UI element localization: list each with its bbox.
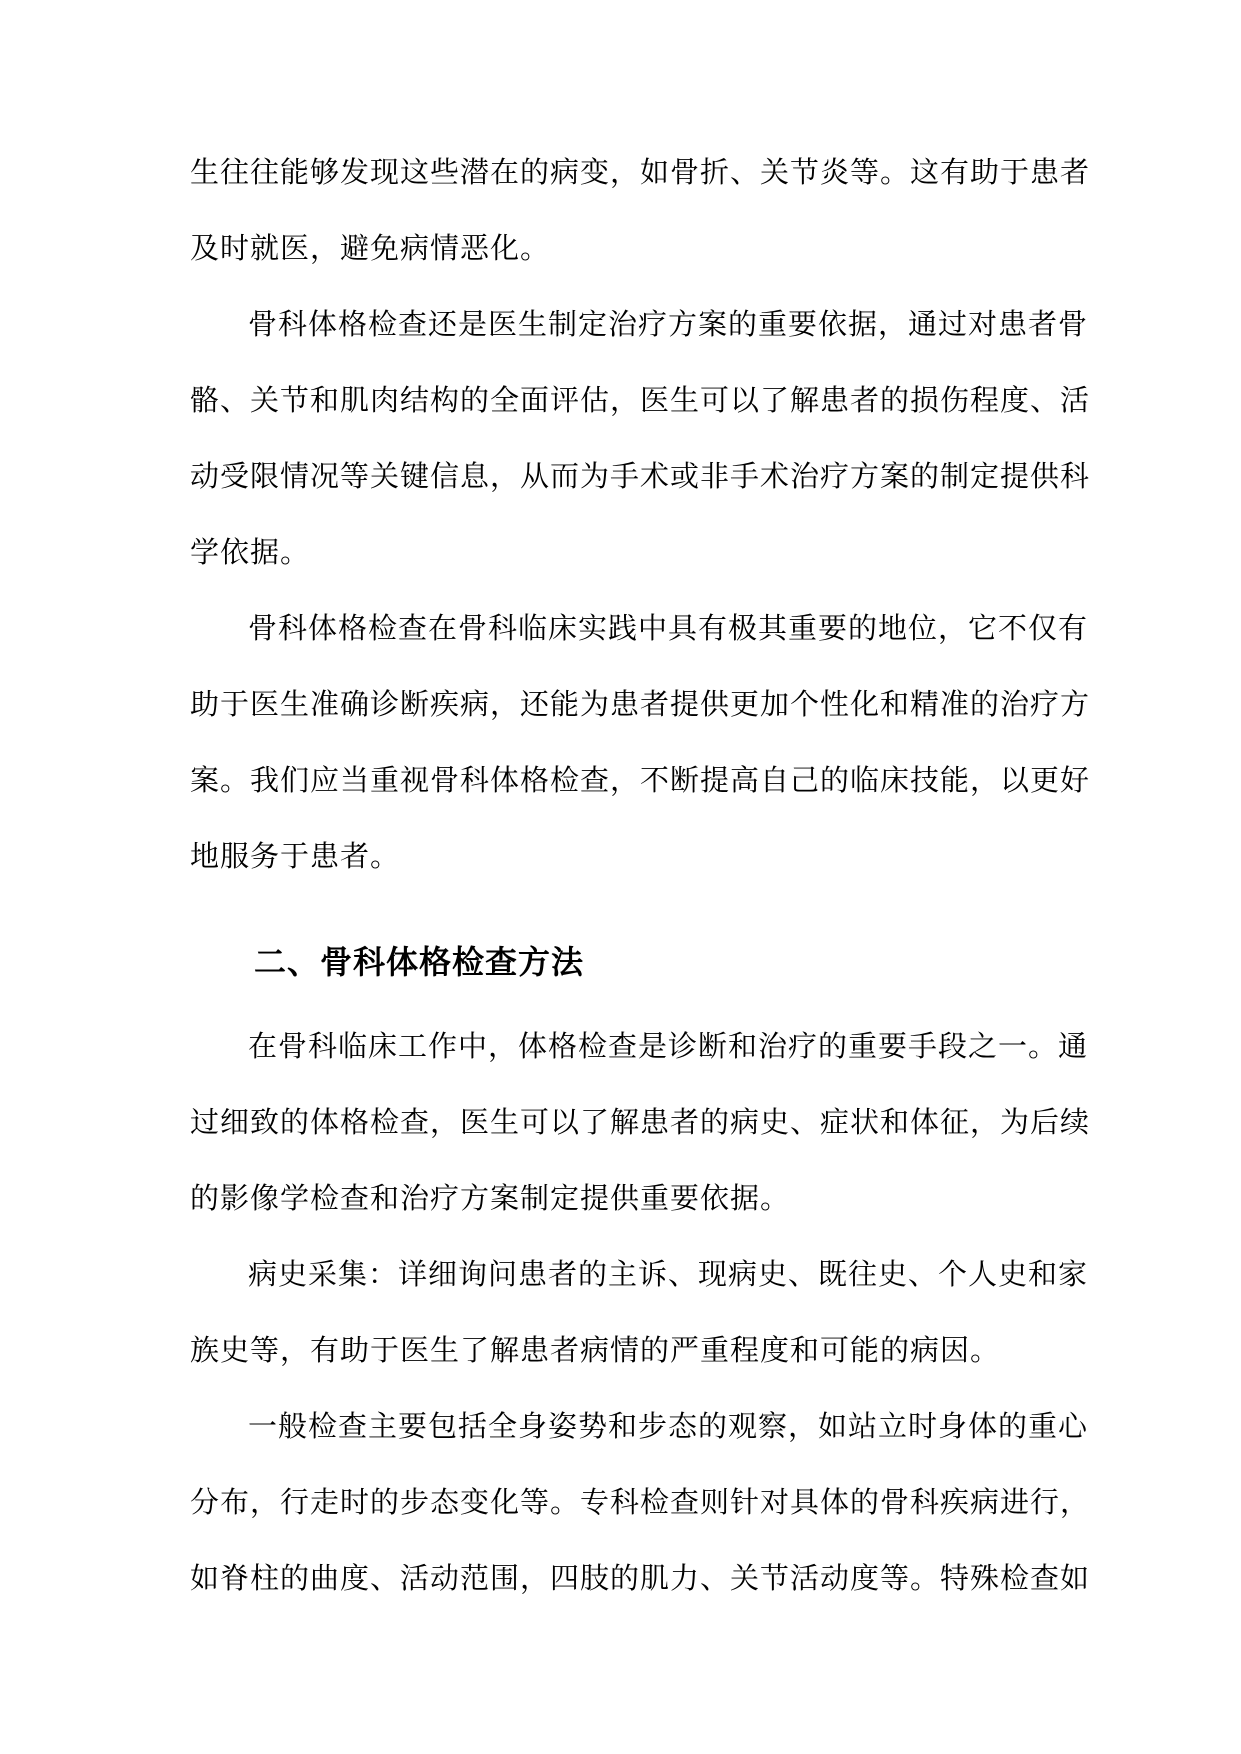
text-line: 骨科体格检查在骨科临床实践中具有极其重要的地位，它不仅有 <box>248 611 1089 645</box>
text-line: 一般检查主要包括全身姿势和步态的观察，如站立时身体的重心 <box>248 1409 1089 1443</box>
text-line: 及时就医，避免病情恶化。 <box>190 231 551 265</box>
text-line: 病史采集：详细询问患者的主诉、现病史、既往史、个人史和家 <box>248 1257 1089 1291</box>
text-line: 骨科体格检查还是医生制定治疗方案的重要依据，通过对患者骨 <box>248 307 1089 341</box>
text-line: 在骨科临床工作中，体格检查是诊断和治疗的重要手段之一。通 <box>248 1029 1089 1063</box>
text-line: 如脊柱的曲度、活动范围，四肢的肌力、关节活动度等。特殊检查如 <box>190 1561 1091 1595</box>
text-line: 生往往能够发现这些潜在的病变，如骨折、关节炎等。这有助于患者 <box>190 155 1091 189</box>
text-line: 的影像学检查和治疗方案制定提供重要依据。 <box>190 1181 791 1215</box>
text-line: 地服务于患者。 <box>190 839 401 873</box>
text-line: 过细致的体格检查，医生可以了解患者的病史、症状和体征，为后续 <box>190 1105 1091 1139</box>
text-line: 案。我们应当重视骨科体格检查，不断提高自己的临床技能，以更好 <box>190 763 1091 797</box>
section-heading: 二、骨科体格检查方法 <box>254 943 585 981</box>
text-line: 助于医生准确诊断疾病，还能为患者提供更加个性化和精准的治疗方 <box>190 687 1091 721</box>
text-line: 学依据。 <box>190 535 311 569</box>
text-line: 分布，行走时的步态变化等。专科检查则针对具体的骨科疾病进行， <box>190 1485 1091 1519</box>
text-line: 族史等，有助于医生了解患者病情的严重程度和可能的病因。 <box>190 1333 1001 1367</box>
text-line: 动受限情况等关键信息，从而为手术或非手术治疗方案的制定提供科 <box>190 459 1091 493</box>
text-line: 骼、关节和肌肉结构的全面评估，医生可以了解患者的损伤程度、活 <box>190 383 1091 417</box>
